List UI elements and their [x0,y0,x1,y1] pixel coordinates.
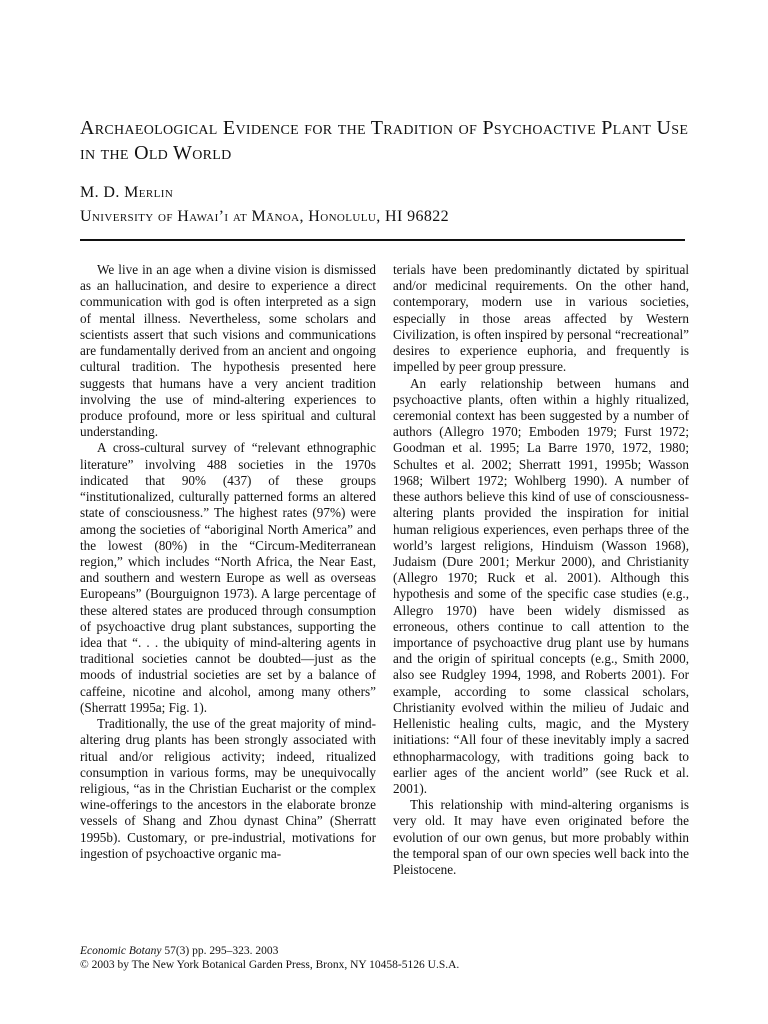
journal-name: Economic Botany [80,945,162,957]
copyright-notice: © 2003 by The New York Botanical Garden Press, Bronx, NY 10458-5126 U.S.A. [80,959,460,971]
right-column [393,262,689,878]
citation-details: 57(3) pp. 295–323. 2003 [161,945,279,957]
body-paragraph: This relationship with mind-altering organisms is very old. It may have even originated before the evolution of our own genus, but more probably within the temporal span of our own species well back into the Pleistocene. [393,797,689,878]
body-paragraph: Traditionally, the use of the great majority of mind-altering drug plants has been strongly associated with ritual and/or religious activity; indeed, ritualized consumption in various forms, may be unequivocally religious, “as in the Christian Eucharist or the complex wine-offerings to the ancestors in the elaborate bronze vessels of Shang and Zhou dynast China” (Sherratt 1995b). Customary, or pre-industrial, motivations for ingestion of psychoactive organic ma- [80,716,376,861]
body-paragraph-continued: terials have been predominantly dictated by spiritual and/or medicinal requirements. On the other hand, contemporary, modern use in various societies, especially in those areas affected by Western Civilization, is often inspired by personal “recreational” desires to experience euphoria, and frequently is impelled by peer group pressure. [393,262,689,375]
body-paragraph: We live in an age when a divine vision is dismissed as an hallucination, and desire to experience a direct communication with god is often interpreted as a sign of mental illness. Nevertheless, some scholars and scientists assert that such visions and communications are fundamentally derived from an ancient and ongoing cultural tradition. The hypothesis presented here suggests that humans have a very ancient tradition involving the use of mind-altering experiences to produce profound, more or less spiritual and cultural understanding. [80,262,376,440]
article-header [80,116,690,227]
journal-citation [80,944,685,958]
body-paragraph: A cross-cultural survey of “relevant ethnographic literature” involving 488 societies in the 1970s indicated that 90% (437) of these groups “institutionalized, culturally patterned forms an altered state of consciousness.” The highest rates (97%) were among the societies of “aboriginal North America” and the lowest (80%) in the “Circum-Mediterranean region,” which includes “North Africa, the Near East, and southern and western Europe as well as overseas Europeans” (Bourguignon 1973). A large percentage of these altered states are produced through consumption of psychoactive drug plant substances, supporting the idea that “. . . the ubiquity of mind-altering agents in traditional societies cannot be doubted—just as the moods of industrial societies are set by a balance of caffeine, nicotine and alcohol, among many others” (Sherratt 1995a; Fig. 1). [80,440,376,715]
author-name: M. D. Merlin [80,184,174,201]
article-title: Archaeological Evidence for the Tradition of Psychoactive Plant Use in the Old World [80,117,689,164]
body-paragraph: An early relationship between humans and psychoactive plants, often within a highly ritualized, ceremonial context has been suggested by a number of authors (Allegro 1970; Emboden 1979; Furst 1972; Goodman et al. 1995; La Barre 1970, 1972, 1980; Schultes et al. 2002; Sherratt 1991, 1995b; Wasson 1968; Wilbert 1972; Wohlberg 1990). A number of these authors believe this kind of use of consciousness-altering plants provided the inspiration for initial human religious experiences, even perhaps three of the world’s largest religions, Hinduism (Wasson 1968), Judaism (Dure 2001; Merkur 2000), and Christianity (Allegro 1970; Ruck et al. 2001). Although this hypothesis and some of the specific case studies (e.g., Allegro 1970) have been widely dismissed as erroneous, others continue to call attention to the importance of psychoactive drug plant use by humans and the origin of spiritual concepts (e.g., Smith 2000, also see Rudgley 1994, 1998, and Roberts 2001). For example, according to some classical scholars, Christianity evolved within the milieu of Judaic and Hellenistic healing cults, magic, and the Mystery initiations: “All four of these inevitably imply a sacred ethnopharmacology, with traditions going back to earlier ages of the ancient world” (see Ruck et al. 2001). [393,375,689,796]
header-divider [80,239,685,241]
page-footer [80,944,685,972]
author-affiliation: University of Hawai’i at Mānoa, Honolulu, HI 96822 [80,208,450,225]
left-column [80,262,376,862]
